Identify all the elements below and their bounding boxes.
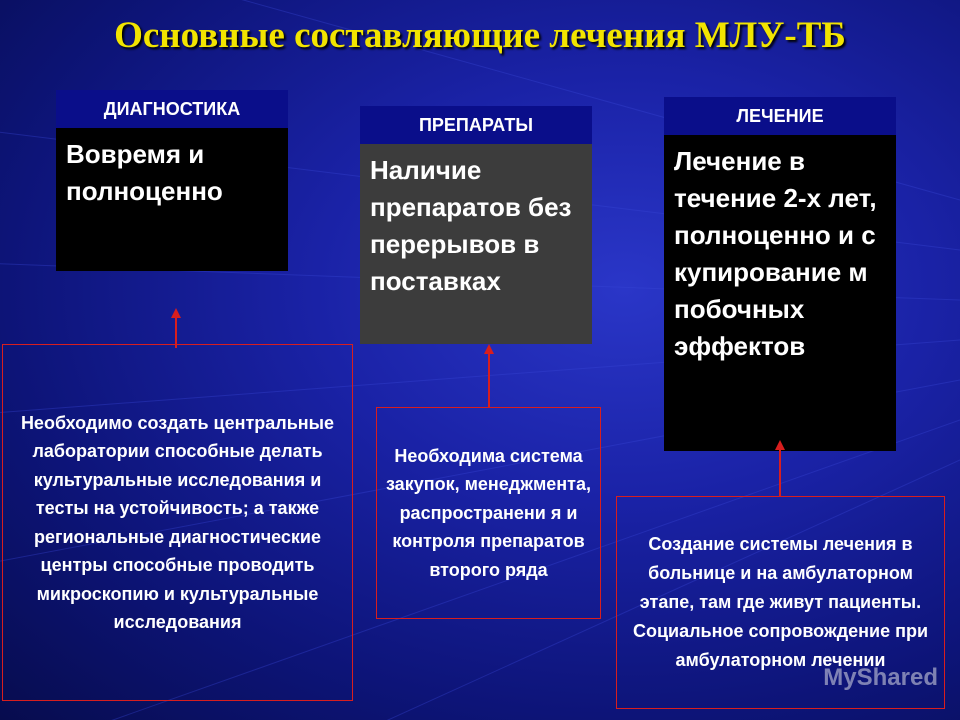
drugs-content: Наличие препаратов без перерывов в поставках [360,144,592,344]
watermark: MyShared [823,664,938,691]
diagnostics-arrow [168,308,184,348]
drugs-header: ПРЕПАРАТЫ [360,106,592,144]
treatment-header: ЛЕЧЕНИЕ [664,97,896,135]
diagnostics-content: Вовремя и полноценно [56,128,288,271]
treatment-content: Лечение в течение 2-х лет, полноценно и с купирование м побочных эффектов [664,135,896,451]
diagnostics-header: ДИАГНОСТИКА [56,90,288,128]
treatment-note: Создание системы лечения в больнице и на амбулаторном этапе, там где живут пациенты. Социальное сопровождение при амбулаторном лечении [616,496,945,709]
drugs-arrow [481,344,497,408]
drugs-note: Необходима система закупок, менеджмента, распространени я и контроля препаратов второго ряда [376,407,601,619]
diagnostics-note: Необходимо создать центральные лаборатории способные делать культуральные исследования и тесты на устойчивость; а также региональные диагностические центры способные проводить микроскопию и культуральные исследования [2,344,353,701]
page-title: Основные составляющие лечения МЛУ-ТБ [114,15,846,56]
treatment-arrow [772,440,788,496]
